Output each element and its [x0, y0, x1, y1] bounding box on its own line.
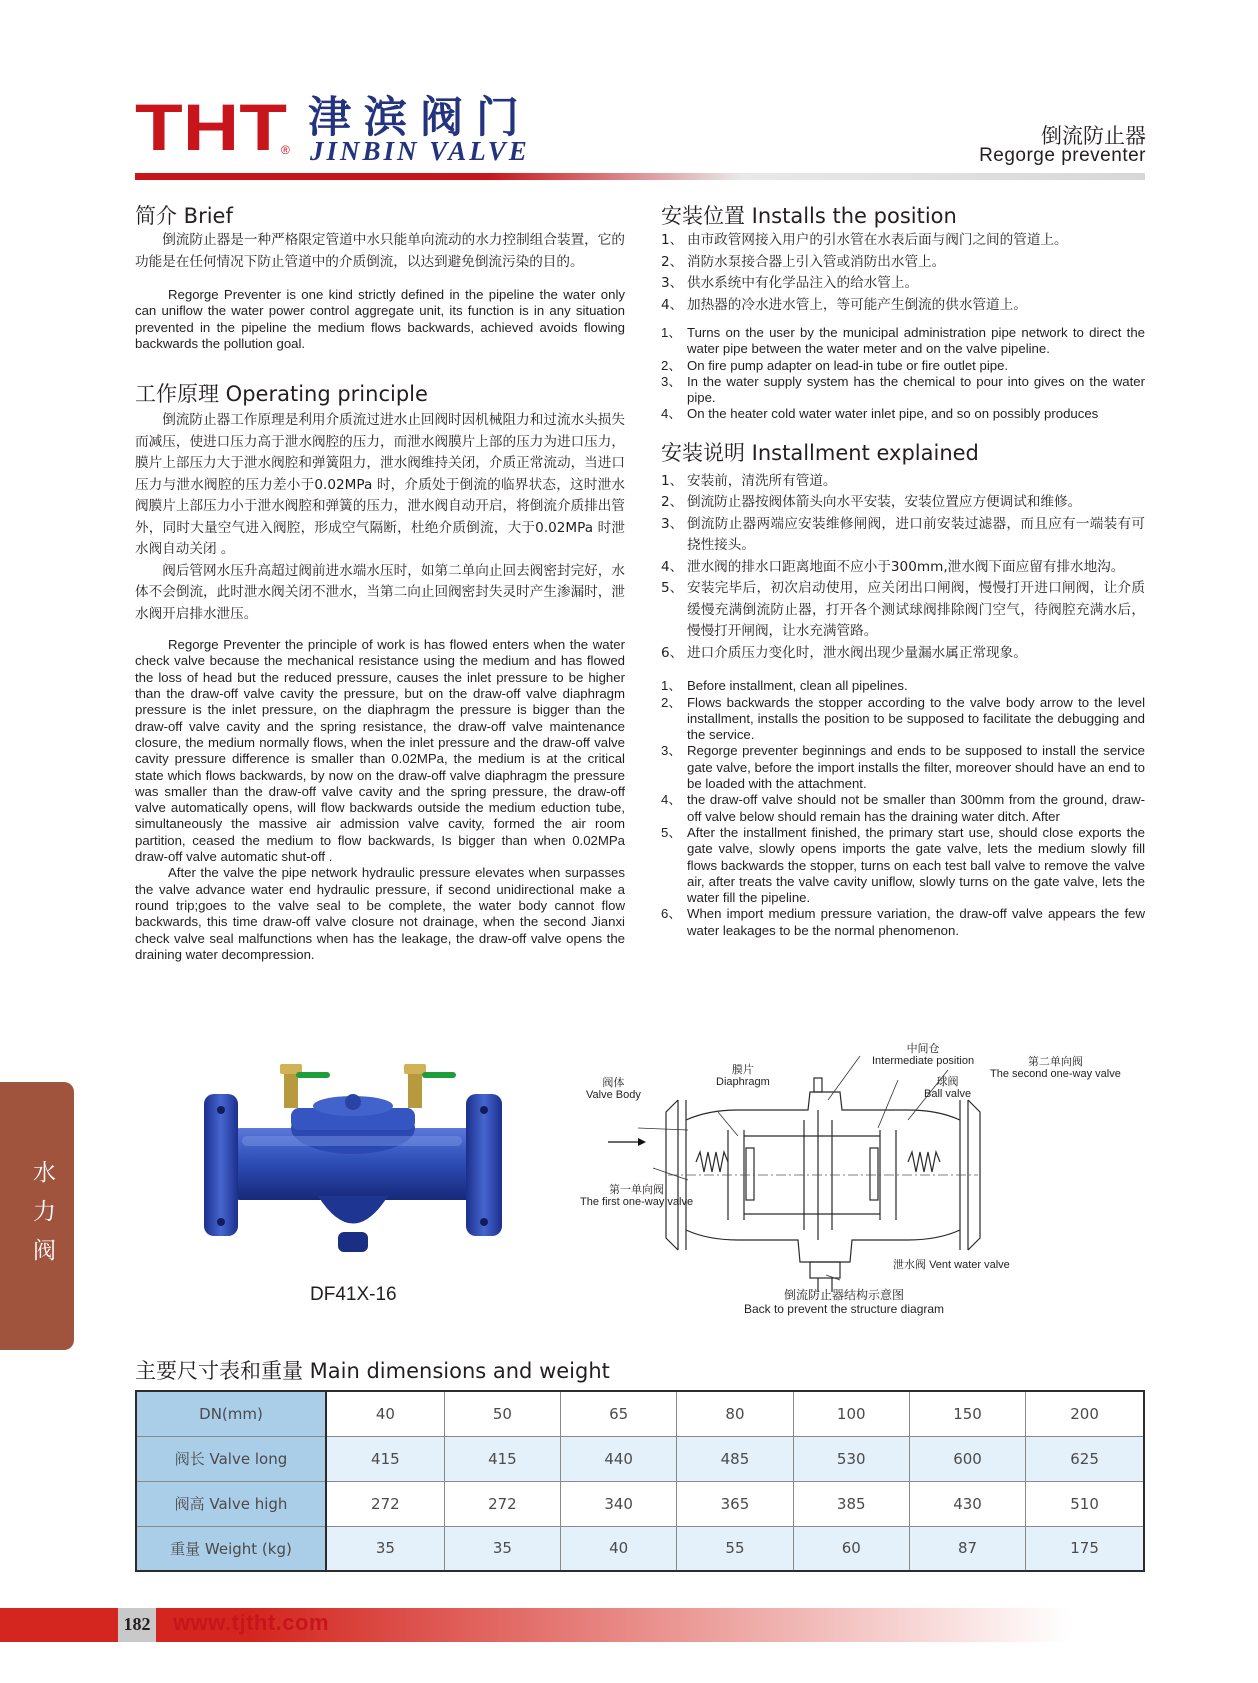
list-item: 3、 倒流防止器两端应安装维修闸阀，进口前安装过滤器，而且应有一端装有可挠性接头。 [661, 515, 1145, 554]
table-cell: 175 [1026, 1526, 1144, 1571]
position-heading: 安装位置 Installs the position [661, 204, 957, 228]
table-cell: 440 [561, 1436, 677, 1481]
diagram-label-vent-valve: 泄水阀 Vent water valve [893, 1259, 1010, 1271]
installation-list-cn [661, 471, 1145, 665]
brand-name-en: JINBIN VALVE [310, 136, 530, 166]
principle-text-en-1: Regorge Preventer the principle of work is has flowed enters when the water check valve because the mechanical resistance using the medium and has flowed the loss of head but the reduced pressure, causes the inlet pressure to be higher than the draw-off valve cavity the pressure, but on the draw-off valve diaphragm pressure is the inlet pressure, on the diaphragm the pressure is bigger than the draw-off valve cavity and the spring resistance, the draw-off valve maintenance closure, the medium normally flows, when the inlet pressure and the draw-off valve cavity pressure difference is smaller than 0.02MPa, the medium is at the critical state which flows backwards, by now on the draw-off valve diaphragm the pressure was smaller than the draw-off valve cavity and the spring pressure, the draw-off valve automatically opens, will flow backwards outside the medium eduction tube, simultaneously the massive air admission valve cavity, formed the air room partition, ceased the medium to flow backwards, Is bigger than when 0.02MPa draw-off valve automatic shut-off . [135, 637, 625, 865]
list-item: 3、 In the water supply system has the chemical to pour into gives on the water pipe. [661, 373, 1145, 406]
row-header: 阀高 Valve high [136, 1481, 326, 1526]
list-item: 1、 由市政管网接入用户的引水管在水表后面与阀门之间的管道上。 [661, 232, 1068, 248]
table-cell: 272 [444, 1481, 560, 1526]
table-cell: 430 [909, 1481, 1025, 1526]
table-cell: 50 [444, 1391, 560, 1436]
diagram-caption: 倒流防止器结构示意图 Back to prevent the structure diagram [743, 1288, 945, 1316]
position-list-en [661, 325, 1145, 423]
table-cell: 150 [909, 1391, 1025, 1436]
dimensions-table-title: 主要尺寸表和重量 Main dimensions and weight [135, 1359, 610, 1383]
list-item: 3、 Regorge preventer beginnings and ends to be supposed to install the service gate valve, before the import installs the filter, moreover should have an end to be loaded with the attachment. [661, 743, 1145, 792]
table-cell: 35 [326, 1526, 444, 1571]
product-title-en: Regorge preventer [979, 145, 1146, 166]
dimensions-table [135, 1390, 1145, 1572]
page-number: 182 [123, 1614, 151, 1634]
principle-text-en-2: After the valve the pipe network hydraulic pressure elevates when surpasses the valve advance water end hydraulic pressure, if second unidirectional make a round trip;goes to the valve seal to be complete, the water body cannot flow backwards, this time draw-off valve closure not drainage, when the second Jianxi check valve seal malfunctions when has the leakage, the draw-off valve opens the draining water decompression. [135, 865, 625, 962]
website-link[interactable]: www.tjtht.com [173, 1610, 330, 1635]
principle-text-cn-1: 倒流防止器工作原理是利用介质流过进水止回阀时因机械阻力和过流水头损失而减压，使进口压力高于泄水阀腔的压力，而泄水阀膜片上部的压力为进口压力，膜片上部压力大于泄水阀腔和弹簧阻力，泄水阀维持关闭，介质正常流动，当进口压力与泄水阀腔的压力差小于0.02MPa 时，介质处于倒流的临界状态，这时泄水阀膜片上部压力小于泄水阀腔和弹簧的压力，泄水阀自动开启，将倒流介质排出管外，同时大量空气进入阀腔，形成空气隔断，杜绝介质倒流，大于0.02MPa 时泄水阀自动关闭 。 [135, 412, 625, 558]
diagram-label-valve-body: 阀体 Valve Body [586, 1077, 641, 1101]
table-cell: 340 [561, 1481, 677, 1526]
category-side-tab-label: 水力阀 [29, 1160, 55, 1277]
table-cell: 600 [909, 1436, 1025, 1481]
list-item: 5、 安装完毕后，初次启动使用，应关闭出口闸阀，慢慢打开进口闸阀，让介质缓慢充满倒流防止器，打开各个测试球阀排除阀门空气，待阀腔充满水后，慢慢打开闸阀，让水充满管路。 [661, 580, 1145, 640]
table-cell: 272 [326, 1481, 444, 1526]
table-cell: 100 [793, 1391, 909, 1436]
row-header: DN(mm) [136, 1391, 326, 1436]
list-item: 2、 消防水泵接合器上引入管或消防出水管上。 [661, 253, 946, 270]
tht-logo [135, 98, 287, 156]
right-column [661, 202, 1145, 939]
list-item: 2、 倒流防止器按阀体箭头向水平安装，安装位置应方便调试和维修。 [661, 494, 1082, 511]
row-header: 阀长 Valve long [136, 1436, 326, 1481]
list-item: 1、 Turns on the user by the municipal administration pipe network to direct the water pipe between the water meter and on the valve pipeline. [661, 325, 1145, 357]
diagram-label-first-valve: 第一单向阀 The first one-way valve [580, 1184, 694, 1208]
table-cell: 87 [909, 1526, 1025, 1571]
table-cell: 385 [793, 1481, 909, 1526]
list-item: 4、 加热器的冷水进水管上，等可能产生倒流的供水管道上。 [661, 296, 1027, 313]
table-cell: 65 [561, 1391, 677, 1436]
position-list-cn [661, 230, 1145, 316]
product-photo [198, 1036, 518, 1266]
list-item: 6、 进口介质压力变化时，泄水阀出现少量漏水属正常现象。 [661, 644, 1027, 661]
table-cell: 200 [1026, 1391, 1144, 1436]
product-model-label: DF41X-16 [310, 1284, 397, 1305]
table-cell: 40 [326, 1391, 444, 1436]
diagram-label-second-valve: 第二单向阀 The second one-way valve [990, 1056, 1121, 1080]
installation-list-en [661, 678, 1145, 939]
principle-heading: 工作原理 Operating principle [135, 382, 428, 407]
list-item: 1、 安装前，清洗所有管道。 [661, 472, 837, 489]
diagram-label-ball-valve: 球阀 Ball valve [924, 1076, 972, 1100]
table-cell: 625 [1026, 1436, 1144, 1481]
list-item: 4、 On the heater cold water water inlet pipe, and so on possibly produces [661, 406, 1099, 422]
table-cell: 365 [677, 1481, 793, 1526]
table-cell: 40 [561, 1526, 677, 1571]
brief-text-en: Regorge Preventer is one kind strictly defined in the pipeline the water only can uniflow the water power control aggregate unit, its function is in any situation prevented in the pipeline the medium flows backwards, achieved avoids flowing backwards the pollution goal. [135, 287, 625, 351]
left-column [135, 202, 625, 963]
principle-text-cn-2: 阀后管网水压升高超过阀前进水端水压时，如第二单向止回去阀密封完好，水体不会倒流，此时泄水阀关闭不泄水，当第二向止回阀密封失灵时产生渗漏时，泄水阀开启排水泄压。 [135, 562, 625, 622]
table-row [136, 1481, 1144, 1526]
table-cell: 415 [444, 1436, 560, 1481]
list-item: 4、 泄水阀的排水口距离地面不应小于300mm,泄水阀下面应留有排水地沟。 [661, 558, 1125, 575]
brand-name-cn: 津滨阀门 [308, 93, 532, 143]
diagram-label-intermediate: 中间仓 Intermediate position [872, 1043, 975, 1067]
table-cell: 60 [793, 1526, 909, 1571]
row-header: 重量 Weight (kg) [136, 1526, 326, 1571]
table-cell: 485 [677, 1436, 793, 1481]
product-title-cn: 倒流防止器 [1041, 124, 1146, 148]
list-item: 2、 Flows backwards the stopper according to the valve body arrow to the level installment, installs the position to be supposed to facilitate the debugging and the service. [661, 694, 1145, 743]
list-item: 3、 供水系统中有化学品注入的给水管上。 [661, 275, 919, 291]
brief-heading: 简介 Brief [135, 204, 233, 228]
installation-heading: 安装说明 Installment explained [661, 440, 979, 465]
table-row [136, 1436, 1144, 1481]
table-cell: 510 [1026, 1481, 1144, 1526]
tht-logo-text: THT [135, 98, 287, 156]
table-row [136, 1391, 1144, 1436]
table-row [136, 1526, 1144, 1571]
list-item: 1、 Before installment, clean all pipelines. [661, 678, 908, 694]
table-cell: 55 [677, 1526, 793, 1571]
list-item: 5、 After the installment finished, the primary start use, should close exports the gate valve, slowly opens imports the gate valve, lets the medium slowly fill flows backwards the stopper, turns on each test ball valve to remove the valve air, after treats the valve cavity uniflow, slowly turns on the gate valve, lets the water fill the pipeline. [661, 824, 1145, 906]
list-item: 2、 On fire pump adapter on lead-in tube or fire outlet pipe. [661, 357, 1009, 373]
brief-text-cn: 倒流防止器是一种严格限定管道中水只能单向流动的水力控制组合装置，它的功能是在任何情况下防止管道中的介质倒流，以达到避免倒流污染的目的。 [135, 232, 625, 270]
table-cell: 35 [444, 1526, 560, 1571]
table-cell: 530 [793, 1436, 909, 1481]
diagram-label-diaphragm: 膜片 Diaphragm [716, 1064, 770, 1088]
registered-mark: ® [281, 143, 290, 157]
table-cell: 415 [326, 1436, 444, 1481]
table-cell: 80 [677, 1391, 793, 1436]
header-divider [135, 173, 1145, 180]
list-item: 6、 When import medium pressure variation, the draw-off valve appears the few water leakages to be the normal phenomenon. [661, 906, 1145, 938]
list-item: 4、 the draw-off valve should not be smaller than 300mm from the ground, draw-off valve below should remain has the draining water ditch. After [661, 792, 1145, 824]
